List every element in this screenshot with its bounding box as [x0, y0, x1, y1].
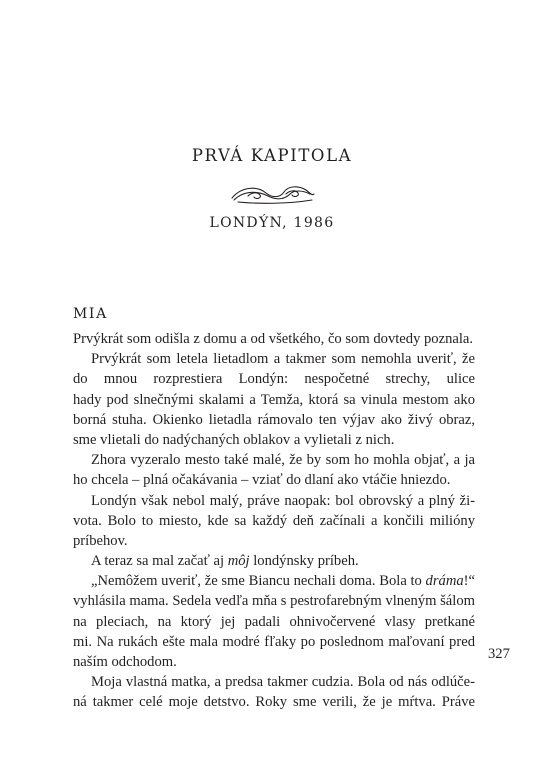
page-number: 327 [488, 646, 510, 662]
text-line: Zhora vyzeralo mesto také malé, že by som ho mohla objať, a ja [91, 452, 475, 469]
text-line: mi. Na rukách ešte mala modré fľaky po poslednom maľovaní pred [73, 633, 475, 650]
text-line: „Nemôžem uveriť, že sme Biancu nechali doma. Bola to dráma!“ [91, 573, 475, 590]
text-line: príbehov. [73, 532, 128, 549]
body-text [73, 329, 475, 713]
text-line: A teraz sa mal začať aj môj londýnsky príbeh. [91, 553, 359, 570]
text-line: ho chcela – plná očakávania – vziať do dlaní ako vtáčie hniezdo. [73, 472, 451, 489]
text-line: Prvýkrát som odišla z domu a od všetkého, čo som dovtedy poznala. [73, 331, 474, 347]
text-line: na pleciach, na ktorý jej padali ohnivočervené vlasy pretkané [73, 613, 475, 630]
place-date-heading: LONDÝN, 1986 [209, 215, 335, 231]
text-line: hady pod slnečnými skalami a Temža, ktorá sa vinula mestom ako [73, 391, 475, 408]
text-line: sme vlietali do nadýchaných oblakov a vylietali z nich. [73, 431, 395, 448]
text-line: Moja vlastná matka, a predsa takmer cudzia. Bola od nás odlúče- [91, 674, 475, 691]
flourish-ornament-icon [228, 182, 318, 206]
text-line: do mnou rozprestiera Londýn: nespočetné strechy, ulice [73, 371, 475, 388]
text-line: Londýn však nebol malý, práve naopak: bol obrovský a plný ži- [91, 492, 475, 509]
text-line: Prvýkrát som letela lietadlom a takmer som nemohla uveriť, že [91, 351, 475, 368]
text-line: vota. Bolo to miesto, kde sa každý deň začínali a končili milióny [73, 512, 475, 529]
text-line: vyhlásila mama. Sedela vedľa mňa s pestrofarebným vlneným šálom [73, 593, 475, 610]
narrator-name: MIA [73, 306, 108, 322]
chapter-title: PRVÁ KAPITOLA [191, 146, 353, 165]
text-line: naším odchodom. [73, 654, 177, 670]
text-line: borná stuha. Okienko lietadla rámovalo ten výjav ako živý obraz, [73, 411, 475, 428]
text-line: ná takmer celé moje detstvo. Roky sme verili, že je mŕtva. Práve [73, 694, 475, 711]
